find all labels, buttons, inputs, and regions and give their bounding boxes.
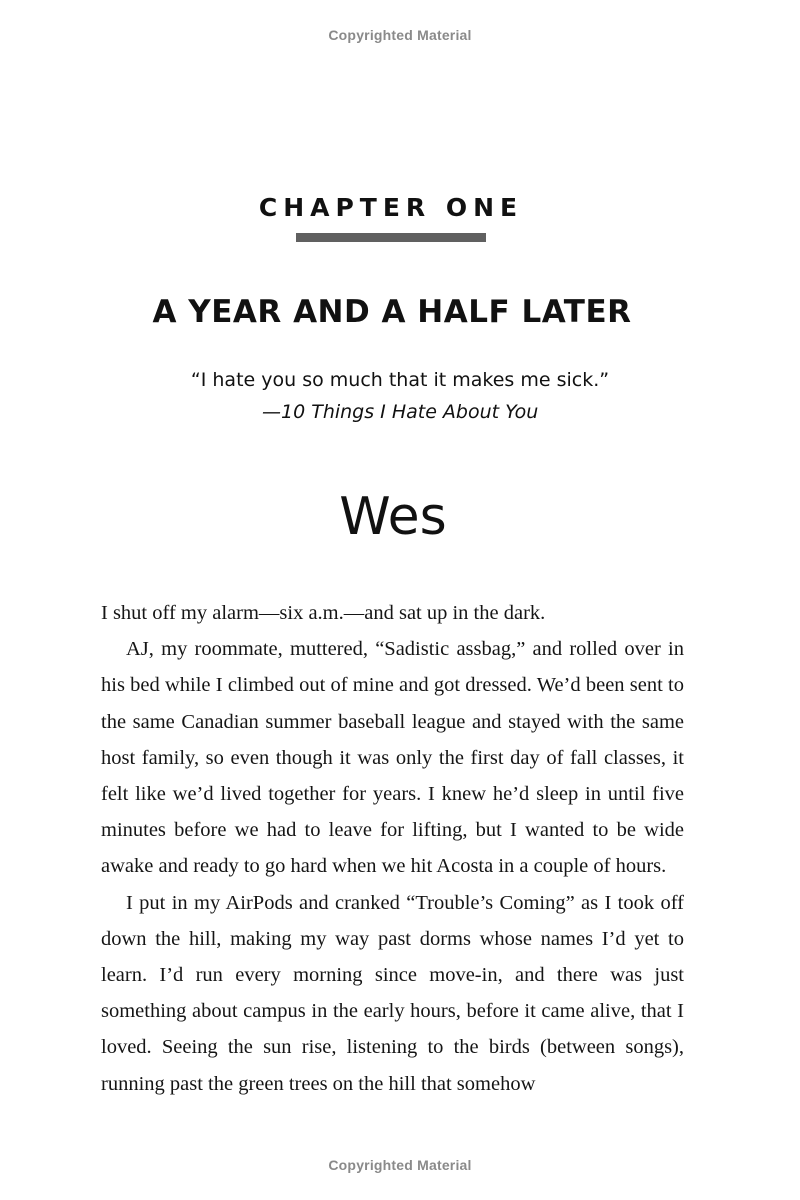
- body-text: [101, 595, 684, 1102]
- copyright-watermark-top: Copyrighted Material: [328, 27, 472, 43]
- pov-heading: Wes: [339, 487, 447, 547]
- copyright-watermark-bottom: Copyrighted Material: [328, 1157, 472, 1173]
- epigraph-source: —10 Things I Hate About You: [262, 401, 539, 423]
- paragraph-3: I put in my AirPods and cranked “Trouble’s Coming” as I took off down the hill, making my way past dorms whose names I’d yet to learn. I’d run every morning since move-in, and there was just something about campus in the early hours, before it came alive, that I loved. Seeing the sun rise, listening to the birds (between songs), running past the green trees on the hill that somehow: [101, 891, 684, 1095]
- paragraph-1: I shut off my alarm—six a.m.—and sat up in the dark.: [101, 602, 546, 624]
- chapter-divider-rule: [296, 233, 486, 242]
- epigraph-quote: “I hate you so much that it makes me sick.”: [190, 369, 610, 391]
- chapter-label: CHAPTER ONE: [258, 193, 524, 222]
- chapter-title: A YEAR AND A HALF LATER: [152, 294, 632, 330]
- paragraph-2: AJ, my roommate, muttered, “Sadistic assbag,” and rolled over in his bed while I climbed out of mine and got dressed. We’d been sent to the same Canadian summer baseball league and stayed with the same host family, so even though it was only the first day of fall classes, it felt like we’d lived together for years. I knew he’d sleep in until five minutes before we had to leave for lifting, but I wanted to be wide awake and ready to go hard when we hit Acosta in a couple of hours.: [101, 638, 684, 878]
